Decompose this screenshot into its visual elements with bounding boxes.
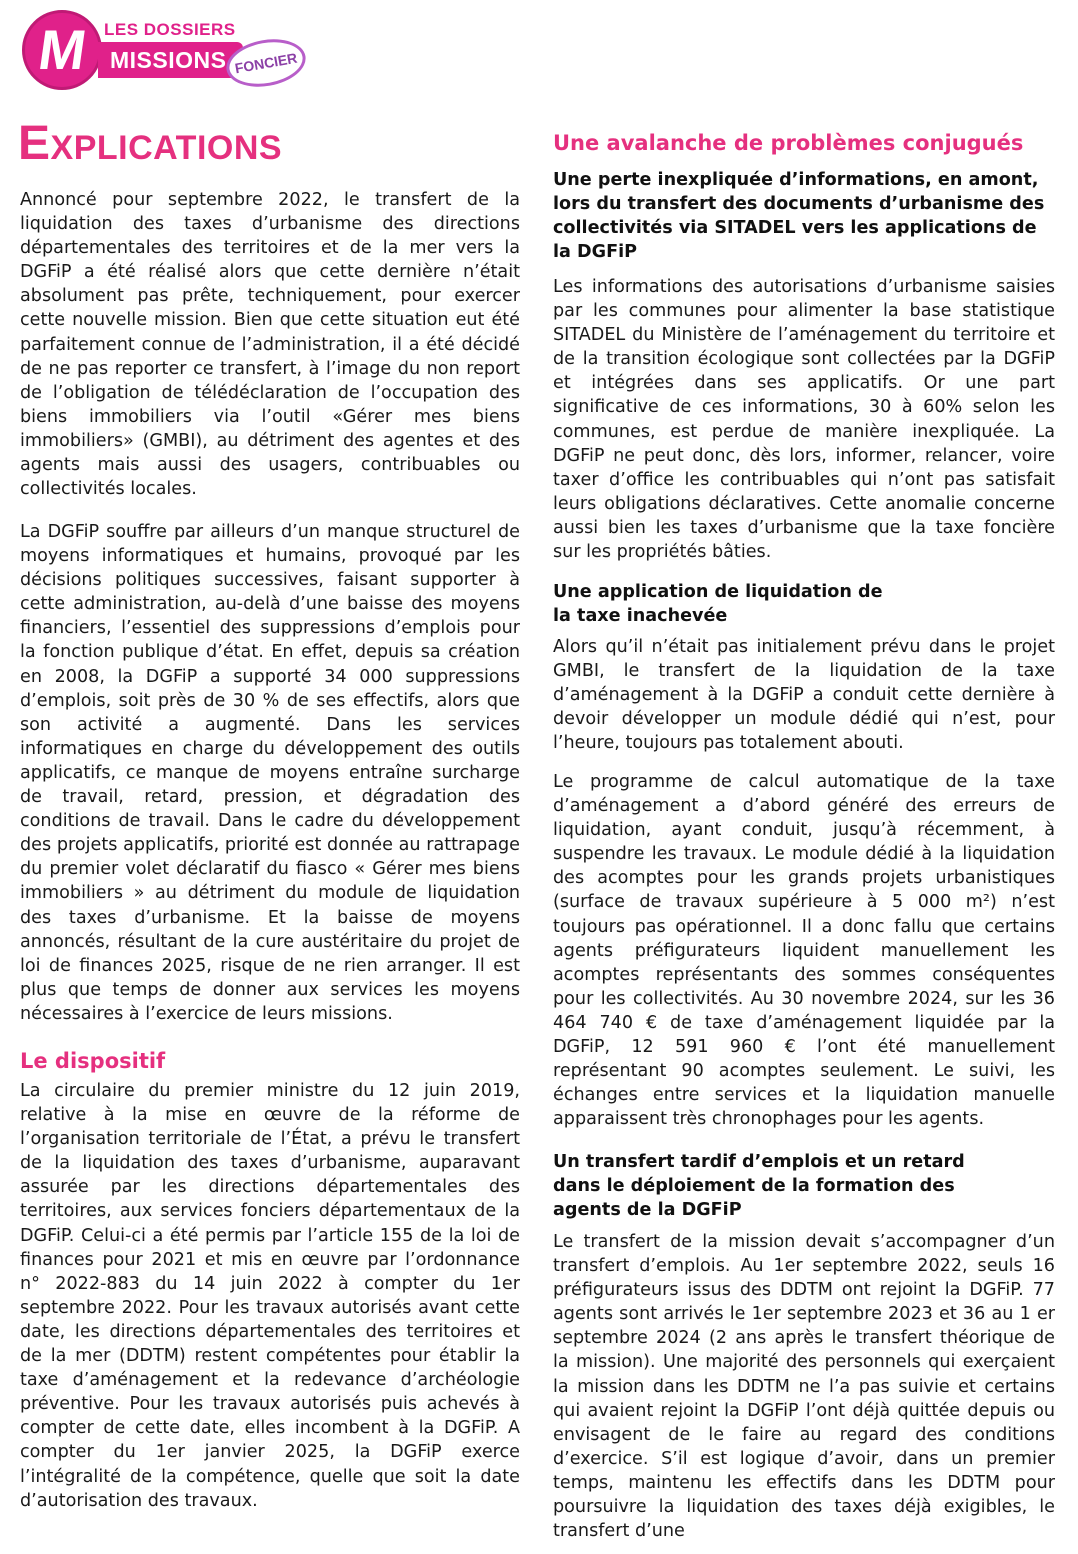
application-paragraph-2: Le programme de calcul automatique de la taxe d’aménagement a d’abord généré des erreurs de liquidation, ayant conduit, jusqu’à récemment, à suspendre les travaux. Le module dédié à la liquidation des acomptes pour les grands projets urbanistiques (surface de travaux supérieure à 5 000 m²) n’est toujours pas opérationnel. Il a donc fallu que certains agents préfigurateurs liquident manuellement les acomptes représentants des sommes conséquentes pour les collectivités. Au 30 novembre 2024, sur les 36 464 740 € de taxe d’aménagement liquidée par la DGFiP, 12 591 960 € l’ont été manuellement représentant 90 acomptes seulement. Le suivi, les échanges entre services et la liquidation manuelle apparaissent très chronophages pour les agents. [553,772,1055,1130]
section-title-problems: Une avalanche de problèmes conjugués [553,131,1024,155]
logo-stamp-text: FONCIER [233,49,299,77]
sitadel-paragraph: Les informations des autorisations d’urbanisme saisies par les communes pour alimenter la base statistique SITADEL du Ministère de l’aménagement du territoire et de la transition écologique sont collectées par la DGFiP et intégrées dans ses applicatifs. Or une part significative de ces informations, 30 à 60% selon les communes, est perdue de manière inexpliquée. La DGFiP ne peut donc, dès lors, informer, relancer, voire taxer d’office les contribuables qui n’ont pas satisfait leurs obligations déclaratives. Cette anomalie concerne aussi bien les taxes d’urbanisme que la taxe foncière sur les propriétés bâties. [553,277,1055,563]
transfer-paragraph: Le transfert de la mission devait s’accompagner d’un transfert d’emplois. Au 1er septembre 2022, seuls 16 préfigurateurs issus des DDTM ont rejoint la DGFiP. 77 agents sont arrivés le 1er septembre 2023 et 36 au 1 er septembre 2024 (2 ans après le transfert théorique de la mission). Une majorité des personnels qui exerçaient la mission dans les DDTM ne l’a pas suivie et certains qui avaient rejoint la DGFiP l’ont déjà quittée depuis ou envisagent de le faire au regard des conditions d’exercice. S’il est logique d’avoir, dans un premier temps, maintenu les effectifs dans les DDTM pour poursuivre la liquidation des taxes déjà exigibles, le transfert d’une [553,1232,1055,1542]
intro-paragraph-2: La DGFiP souffre par ailleurs d’un manque structurel de moyens informatiques et humains, provoqué par les décisions politiques successives, faisant supporter à cette administration, au-delà d’une baisse des moyens financiers, l’essentiel des suppressions d’emplois pour la fonction publique d’état. En effet, depuis sa création en 2008, la DGFiP a supporté 34 000 suppressions d’emplois, soit près de 30 % de ses effectifs, alors que son activité a augmenté. Dans les services informatiques en charge du développement des outils applicatifs, ce manque de moyens entraîne surcharge de travail, retard, pression, et dégradation des conditions de travail. Dans le cadre du développement des projets applicatifs, priorité est donnée au rattrapage du premier volet déclaratif du fiasco « Gérer mes biens immobiliers » au détriment du module de liquidation des taxes d’urbanisme. Et la baisse de moyens annoncés, résultant de la cure austéritaire du projet de loi de finances 2025, risque de ne rien arranger. Il est plus que temps de donner aux services les moyens nécessaires à l’exercice de leurs missions. [20,522,520,1024]
logo-line-2: MISSIONS [110,47,227,73]
logo-m-badge [22,10,102,90]
dispositif-paragraph: La circulaire du premier ministre du 12 juin 2019, relative à la mise en œuvre de la réforme de l’organisation territoriale de l’État, a prévu le transfert de la liquidation des taxes d’urbanisme, auparavant assurée par les directions départementales des territoires, aux services fonciers départementaux de la DGFiP. Celui-ci a été permis par l’article 155 de la loi de finances pour 2021 et mis en œuvre par l’ordonnance n° 2022-883 du 14 juin 2022 à compter du 1er septembre 2022. Pour les travaux autorisés avant cette date, les directions départementales des territoires et de la mer (DDTM) restent compétentes pour établir la taxe d’aménagement et la redevance d’archéologie préventive. Pour les travaux autorisés puis achevés à compter de cette date, elles incombent à la DGFiP. A compter du 1er janvier 2025, la DGFiP exerce l’intégralité de la compétence, quelle que soit la date d’autorisation des travaux. [20,1081,520,1511]
logo-band [98,42,243,78]
subtitle-sitadel: Une perte inexpliquée d’informations, en amont, lors du transfert des documents d’urbanisme des collectivités via SITADEL vers les applications de la DGFiP [553,170,1045,263]
publication-logo [22,10,342,90]
page-title: Explications [18,117,283,170]
section-title-dispositif: Le dispositif [20,1049,166,1073]
logo-line-1: LES DOSSIERS [104,20,236,39]
logo-letter: M [34,18,90,81]
application-paragraph-1: Alors qu’il n’était pas initialement prévu dans le projet GMBI, le transfert de la liquidation de la taxe d’aménagement à la DGFiP a conduit cette dernière à devoir développer un module dédié qui n’est, pour l’heure, toujours pas totalement abouti. [553,637,1055,754]
subtitle-transfer: Un transfert tardif d’emplois et un retard dans le déploiement de la formation des agents de la DGFiP [553,1152,965,1221]
intro-paragraph-1: Annoncé pour septembre 2022, le transfert de la liquidation des taxes d’urbanisme des directions départementales des territoires et de la mer vers la DGFiP a été réalisé alors que cette dernière n’était absolument pas prête, techniquement, pour exercer cette nouvelle mission. Bien que cette situation eut été parfaitement connue de l’administration, il a été décidé de ne pas reporter ce transfert, à l’image du non report de l’obligation de télédéclaration de l’occupation des biens immobiliers via l’outil «Gérer mes biens immobiliers» (GMBI), au détriment des agentes et des agents mais aussi des usagers, contribuables ou collectivités locales. [20,190,520,500]
subtitle-application: Une application de liquidation de la taxe inachevée [553,582,883,627]
